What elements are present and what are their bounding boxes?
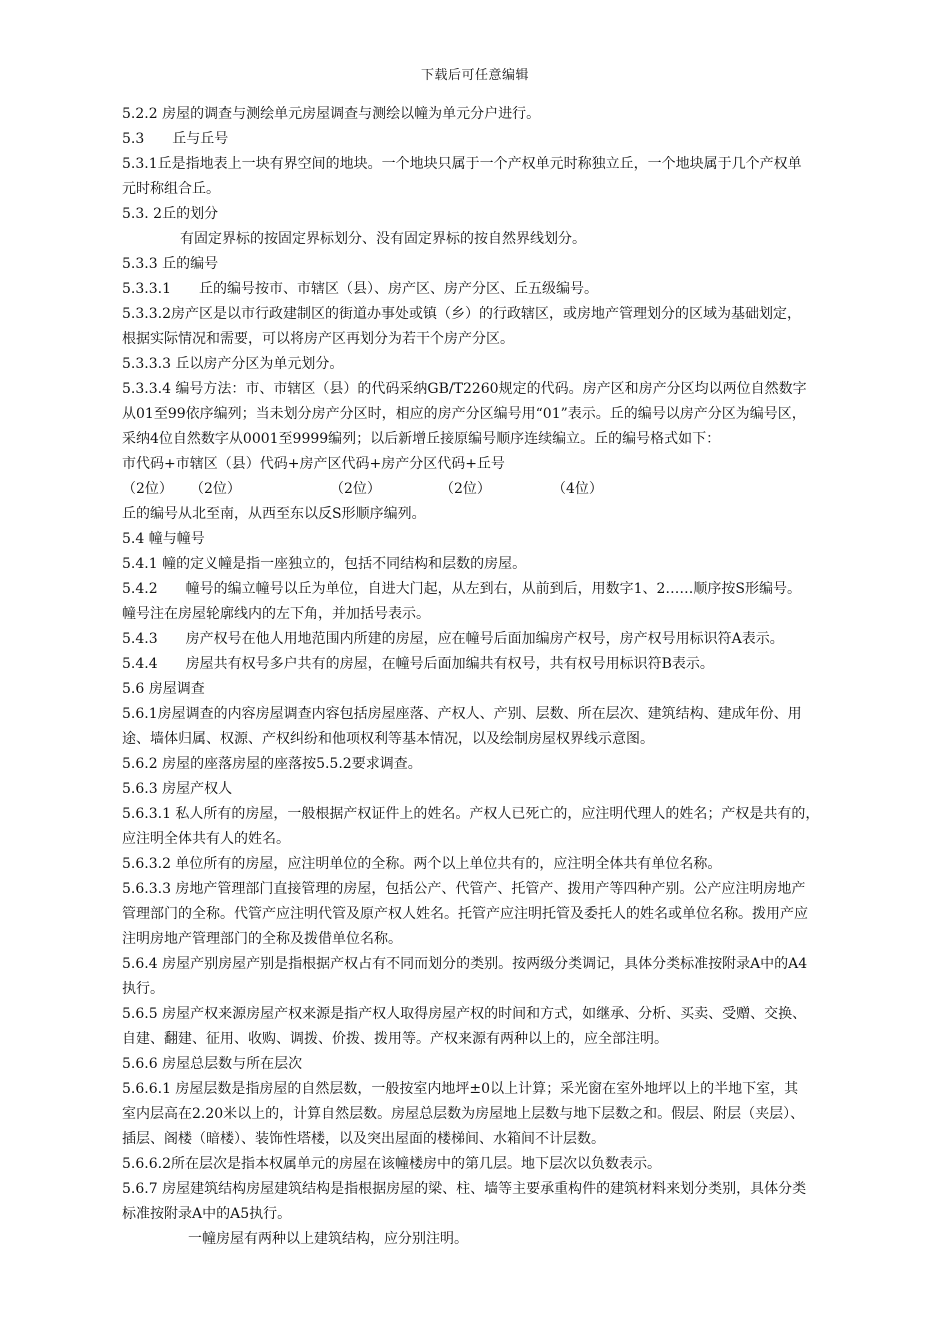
code-digits-city: （2位） [122,481,173,497]
code-digits-area: （2位） [330,481,381,497]
paragraph-line: 室内层高在2.20米以上的，计算自然层数。房屋总层数为房屋地上层数与地下层数之和。假层、附层（夹层）、 [122,1106,805,1122]
paragraph-line: 5.4.2 幢号的编立幢号以丘为单位，自进大门起，从左到右，从前到后，用数字1、2……顺序按S形编号。 [122,581,802,597]
paragraph-line: 元时称组合丘。 [122,181,220,197]
section-heading: 5.6.6 房屋总层数与所在层次 [122,1056,303,1072]
paragraph-line: 5.6.6.1 房屋层数是指房屋的自然层数，一般按室内地坪±0以上计算；采光窗在室外地坪以上的半地下室，其 [122,1081,799,1097]
paragraph-line: 丘的编号从北至南，从西至东以反S形顺序编列。 [122,506,426,522]
paragraph-line: 应注明全体共有人的姓名。 [122,831,290,847]
section-heading: 5.4 幢与幢号 [122,531,205,547]
code-digits-district: （2位） [190,481,241,497]
paragraph-line: 幢号注在房屋轮廓线内的左下角，并加括号表示。 [122,606,430,622]
code-digits-subarea: （2位） [440,481,491,497]
paragraph-line: 5.6.5 房屋产权来源房屋产权来源是指产权人取得房屋产权的时间和方式，如继承、分析、买卖、受赠、交换、 [122,1006,807,1022]
paragraph-line: 5.6.3.3 房地产管理部门直接管理的房屋，包括公产、代管产、托管产、拨用产等四种产别。公产应注明房地产 [122,881,806,897]
paragraph-line: 根据实际情况和需要，可以将房产区再划分为若干个房产分区。 [122,331,514,347]
paragraph-line: 5.3.3.2房产区是以市行政建制区的街道办事处或镇（乡）的行政辖区，或房地产管理划分的区域为基础划定， [122,306,801,322]
paragraph-line: 5.3.1丘是指地表上一块有界空间的地块。一个地块只属于一个产权单元时称独立丘，一个地块属于几个产权单 [122,156,802,172]
section-heading: 5.3. 2丘的划分 [122,206,219,222]
paragraph-line: 标准按附录A中的A5执行。 [122,1206,292,1222]
paragraph-line: 5.6.7 房屋建筑结构房屋建筑结构是指根据房屋的梁、柱、墙等主要承重构件的建筑材料来划分类别，具体分类 [122,1181,807,1197]
paragraph-line: 执行。 [122,981,164,997]
paragraph-line: 插层、阁楼（暗楼）、装饰性塔楼，以及突出屋面的楼梯间、水箱间不计层数。 [122,1131,605,1147]
paragraph-line: 市代码+市辖区（县）代码+房产区代码+房产分区代码+丘号 [122,456,505,472]
paragraph-line: 5.3.3.3 丘以房产分区为单元划分。 [122,356,344,372]
paragraph-line: 5.6.1房屋调查的内容房屋调查内容包括房屋座落、产权人、产别、层数、所在层次、建筑结构、建成年份、用 [122,706,802,722]
paragraph-line: 5.6.2 房屋的座落房屋的座落按5.5.2要求调查。 [122,756,422,772]
section-heading: 5.6 房屋调查 [122,681,205,697]
paragraph-line: 5.6.6.2所在层次是指本权属单元的房屋在该幢楼房中的第几层。地下层次以负数表示。 [122,1156,661,1172]
paragraph-line: 5.6.3.2 单位所有的房屋，应注明单位的全称。两个以上单位共有的，应注明全体共有单位名称。 [122,856,722,872]
section-heading: 5.6.3 房屋产权人 [122,781,233,797]
paragraph-line: 有固定界标的按固定界标划分、没有固定界标的按自然界线划分。 [180,231,586,247]
paragraph-line: 5.6.3.1 私人所有的房屋，一般根据产权证件上的姓名。产权人已死亡的，应注明代理人的姓名；产权是共有的， [122,806,820,822]
paragraph-line: 5.3.3.4 编号方法：市、市辖区（县）的代码采纳GB/T2260规定的代码。房产区和房产分区均以两位自然数字 [122,381,807,397]
code-digit-row [122,477,834,502]
section-heading: 5.3.3 丘的编号 [122,256,219,272]
paragraph-line: 从01至99依序编列；当未划分房产分区时，相应的房产分区编号用“01”表示。丘的编号以房产分区为编号区， [122,406,806,422]
paragraph-line: 途、墙体归属、权源、产权纠纷和他项权利等基本情况，以及绘制房屋权界线示意图。 [122,731,654,747]
document-body [122,102,834,1252]
paragraph-line: 自建、翻建、征用、收购、调拨、价拨、拨用等。产权来源有两种以上的，应全部注明。 [122,1031,668,1047]
code-digits-parcel: （4位） [552,481,603,497]
section-heading: 5.3 丘与丘号 [122,131,229,147]
paragraph-line: 采纳4位自然数字从0001至9999编列；以后新增丘接原编号顺序连续编立。丘的编号格式如下： [122,431,721,447]
paragraph-line: 5.3.3.1 丘的编号按市、市辖区（县）、房产区、房产分区、丘五级编号。 [122,281,598,297]
paragraph-line: 5.2.2 房屋的调查与测绘单元房屋调查与测绘以幢为单元分户进行。 [122,106,541,122]
page-header: 下载后可任意编辑 [420,68,529,83]
paragraph-line: 5.4.3 房产权号在他人用地范围内所建的房屋，应在幢号后面加编房产权号，房产权号用标识符A表示。 [122,631,784,647]
paragraph-line: 5.4.1 幢的定义幢是指一座独立的，包括不同结构和层数的房屋。 [122,556,527,572]
paragraph-line: 5.4.4 房屋共有权号多户共有的房屋，在幢号后面加编共有权号，共有权号用标识符B表示。 [122,656,714,672]
paragraph-line: 5.6.4 房屋产别房屋产别是指根据产权占有不同而划分的类别。按两级分类调记，具体分类标准按附录A中的A4 [122,956,808,972]
paragraph-line: 注明房地产管理部门的全称及拨借单位名称。 [122,931,402,947]
paragraph-line: 管理部门的全称。代管产应注明代管及原产权人姓名。托管产应注明托管及委托人的姓名或单位名称。拨用产应 [122,906,808,922]
paragraph-line: 一幢房屋有两种以上建筑结构，应分别注明。 [188,1231,468,1247]
